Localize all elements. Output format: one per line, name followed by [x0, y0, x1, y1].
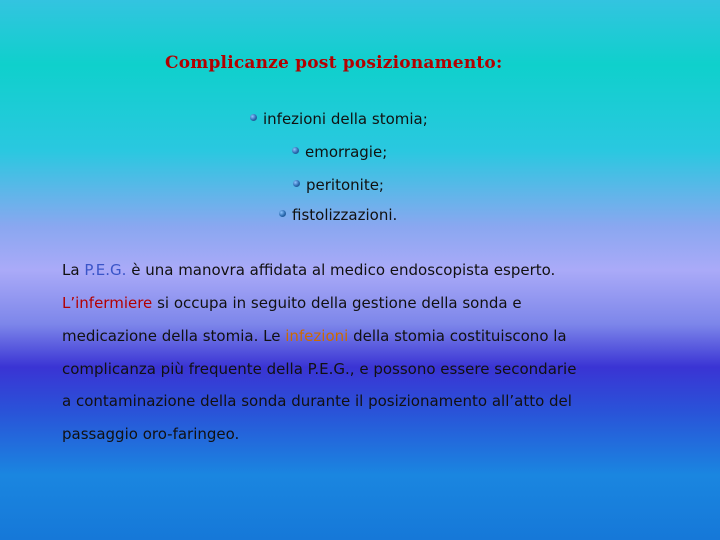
bullet-item — [293, 176, 384, 194]
text-segment: si occupa in seguito della gestione della sonda e — [152, 294, 522, 312]
bullet-text: peritonite; — [306, 176, 384, 194]
paragraph-line — [62, 327, 682, 345]
paragraph-line: complicanza più frequente della P.E.G., e possono essere secondarie — [62, 360, 577, 378]
bullet-sphere-icon — [292, 147, 299, 154]
bullet-sphere-icon — [250, 114, 257, 121]
text-segment: della stomia costituiscono la — [348, 327, 567, 345]
bullet-item — [279, 206, 397, 224]
bullet-text: emorragie; — [305, 143, 388, 161]
slide-title: Complicanze post posizionamento: — [165, 53, 503, 73]
infermiere-highlight: L’infermiere — [62, 294, 153, 312]
paragraph-line: a contaminazione della sonda durante il posizionamento all’atto del — [62, 392, 572, 410]
text-segment: La — [62, 261, 85, 279]
bullet-text: fistolizzazioni. — [292, 206, 398, 224]
bullet-item — [292, 143, 387, 161]
paragraph-line — [62, 294, 682, 312]
peg-highlight: P.E.G. — [84, 261, 127, 279]
text-segment: medicazione della stomia. Le — [62, 327, 286, 345]
paragraph-line: passaggio oro-faringeo. — [62, 425, 240, 443]
infezioni-highlight: infezioni — [285, 327, 349, 345]
bullet-sphere-icon — [293, 180, 300, 187]
bullet-item — [250, 110, 428, 128]
bullet-text: infezioni della stomia; — [263, 110, 428, 128]
bullet-sphere-icon — [279, 210, 286, 217]
paragraph-line — [62, 261, 682, 279]
text-segment: è una manovra affidata al medico endoscopista esperto. — [126, 261, 556, 279]
